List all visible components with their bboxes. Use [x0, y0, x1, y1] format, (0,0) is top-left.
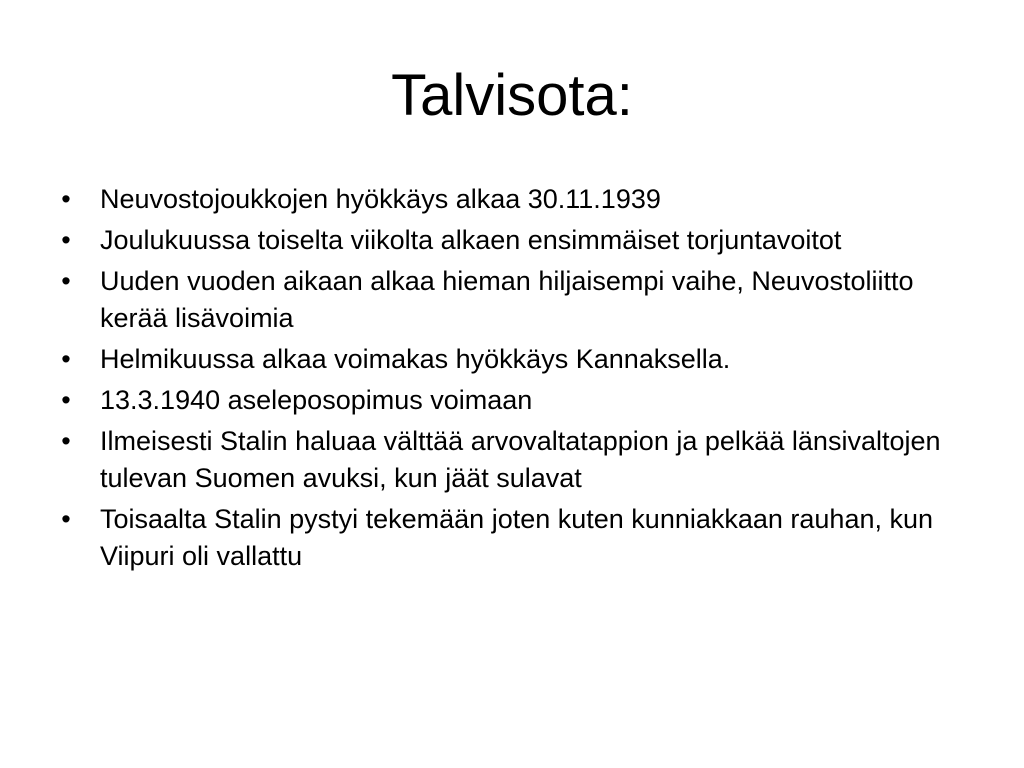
list-item — [56, 423, 956, 497]
list-item — [56, 222, 956, 259]
list-item-text: Toisaalta Stalin pystyi tekemään joten kuten kunniakkaan rauhan, kun Viipuri oli vallattu — [100, 504, 934, 571]
bullet-icon: • — [61, 184, 71, 214]
list-item — [56, 181, 956, 218]
bullet-list — [56, 181, 956, 579]
list-item-text: Joulukuussa toiselta viikolta alkaen ensimmäiset torjuntavoitot — [100, 225, 842, 255]
list-item-text: Uuden vuoden aikaan alkaa hieman hiljaisempi vaihe, Neuvostoliitto kerää lisävoimia — [100, 266, 914, 333]
bullet-icon: • — [61, 266, 71, 296]
bullet-icon: • — [61, 344, 71, 374]
list-item — [56, 382, 956, 419]
list-item-text: Neuvostojoukkojen hyökkäys alkaa 30.11.1939 — [100, 184, 661, 214]
list-item — [56, 501, 956, 575]
list-item-text: Helmikuussa alkaa voimakas hyökkäys Kannaksella. — [100, 344, 731, 374]
bullet-icon: • — [61, 385, 71, 415]
list-item — [56, 341, 956, 378]
bullet-icon: • — [61, 504, 71, 534]
bullet-icon: • — [61, 225, 71, 255]
slide-title: Talvisota: — [391, 63, 633, 128]
bullet-icon: • — [61, 426, 71, 456]
list-item-text: 13.3.1940 aseleposopimus voimaan — [100, 385, 533, 415]
list-item-text: Ilmeisesti Stalin haluaa välttää arvovaltatappion ja pelkää länsivaltojen tulevan Suomen avuksi, kun jäät sulavat — [100, 426, 941, 493]
list-item — [56, 263, 956, 337]
